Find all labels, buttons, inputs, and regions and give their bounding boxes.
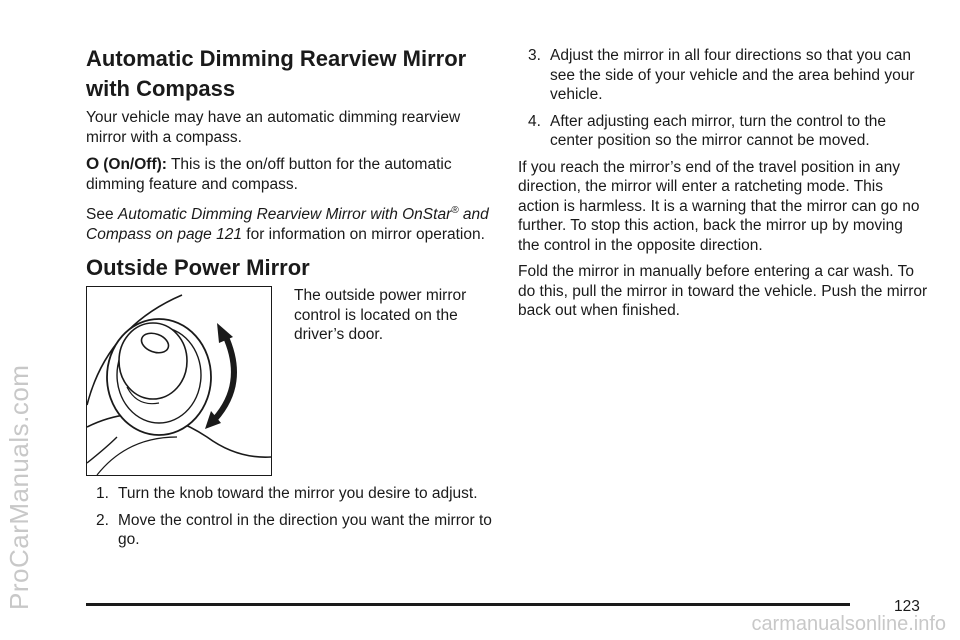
see-suffix: for information on mirror operation. bbox=[246, 225, 485, 243]
section-title-outside-mirror: Outside Power Mirror bbox=[86, 255, 310, 281]
cross-reference bbox=[86, 201, 496, 244]
cross-reference-title: Automatic Dimming Rearview Mirror with OnStar bbox=[117, 206, 452, 224]
see-prefix: See bbox=[86, 206, 114, 224]
cross-reference-page: and Compass on page 121 bbox=[86, 206, 489, 243]
bottom-watermark: carmanualsonline.info bbox=[751, 613, 946, 635]
mirror-knob-icon bbox=[87, 287, 271, 475]
side-watermark: ProCarManuals.com bbox=[4, 364, 34, 610]
figure-caption: The outside power mirror control is located on the driver’s door. bbox=[294, 287, 467, 344]
on-off-button-description bbox=[86, 154, 496, 194]
list-item: 1. Turn the knob toward the mirror you desire to adjust. bbox=[96, 485, 478, 503]
ratcheting-paragraph: If you reach the mirror’s end of the travel position in any direction, the mirror will enter a ratcheting mode. This action is harmless. It is a warning that the mirror can go no further. To stop this action, back the mirror up by moving the control in the opposite direction. bbox=[518, 158, 920, 254]
car-wash-paragraph: Fold the mirror in manually before entering a car wash. To do this, pull the mirror in toward the vehicle. Push the mirror back out when finished. bbox=[518, 263, 928, 319]
left-column bbox=[86, 44, 496, 557]
registered-mark: ® bbox=[451, 205, 459, 216]
power-icon: O bbox=[86, 154, 100, 173]
on-off-text: This is the on/off button for the automatic dimming feature and compass. bbox=[86, 156, 452, 193]
mirror-control-illustration bbox=[86, 286, 272, 476]
page-number: 123 bbox=[894, 598, 920, 615]
right-column bbox=[518, 46, 928, 328]
list-item: 4. After adjusting each mirror, turn the control to the center position so the mirror cannot be moved. bbox=[528, 112, 887, 149]
list-item: 2. Move the control in the direction you want the mirror to go. bbox=[96, 511, 492, 549]
list-item: 3. Adjust the mirror in all four directions so that you can see the side of your vehicle and the area behind your vehicle. bbox=[528, 47, 915, 103]
steps-list-right bbox=[518, 46, 928, 151]
section-title-dimming-mirror: Automatic Dimming Rearview Mirror with Compass bbox=[86, 46, 467, 101]
mirror-control-figure-row bbox=[86, 286, 496, 484]
footer-rule bbox=[86, 603, 850, 606]
steps-list-left bbox=[86, 484, 496, 550]
dimming-mirror-intro: Your vehicle may have an automatic dimming rearview mirror with a compass. bbox=[86, 109, 461, 146]
on-off-label: (On/Off): bbox=[103, 156, 167, 173]
